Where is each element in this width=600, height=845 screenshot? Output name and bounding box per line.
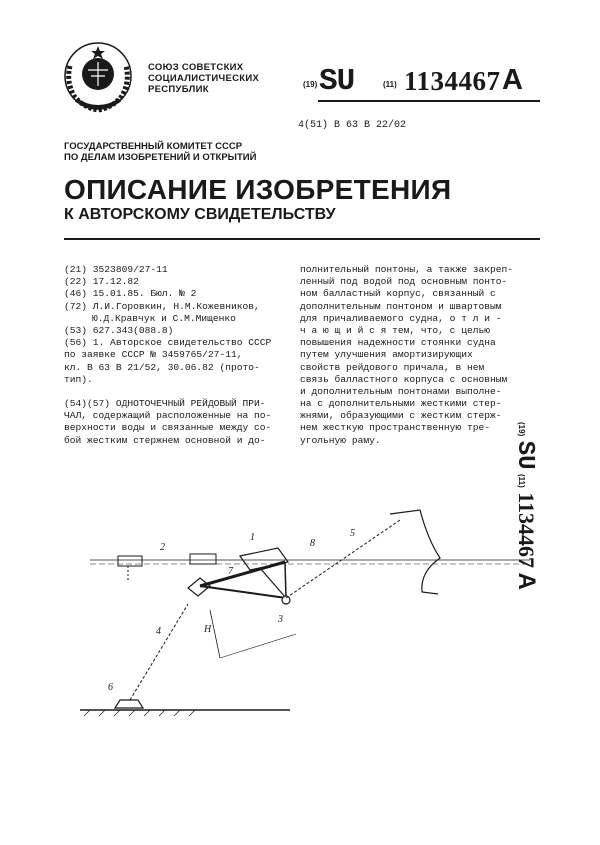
biblio-line	[64, 386, 294, 398]
claim-line: дополнительным понтоном и швартовым	[300, 300, 502, 312]
claim-line: путем улучшения амортизирующих	[300, 349, 473, 361]
biblio-line: (22) 17.12.82	[64, 276, 139, 288]
label-8: 8	[310, 538, 315, 549]
union-line-1: СОЮЗ СОВЕТСКИХ	[148, 62, 244, 73]
side-country-code: SU	[511, 440, 538, 470]
committee-line-2: ПО ДЕЛАМ ИЗОБРЕТЕНИЙ И ОТКРЫТИЙ	[64, 152, 257, 163]
claim-line: свойств рейдового причала, в нем	[300, 361, 485, 373]
anchor-chain	[130, 604, 188, 700]
anchor	[115, 700, 143, 708]
claim-line: ленный под водой под основным понто-	[300, 276, 508, 288]
document-kind: A	[502, 64, 523, 96]
document-number: 1134467	[404, 66, 501, 96]
joint-3	[282, 596, 290, 604]
side-document-number	[511, 422, 562, 682]
technical-drawing	[60, 500, 540, 740]
label-7: 7	[228, 566, 233, 577]
number-underline	[318, 100, 540, 102]
claim-line: и дополнительным понтонами выполне-	[300, 385, 502, 397]
claim-line: бой жестким стержнем основной и до-	[64, 434, 266, 446]
biblio-line: (72) Л.И.Горовкин, Н.М.Кожевников,	[64, 300, 260, 312]
right-column	[300, 264, 550, 447]
claim-line: верхности воды и связанные между со-	[64, 422, 272, 434]
side-country-code-tag: (19)	[517, 422, 526, 437]
claim-line: жнями, образующими с жестким стерж-	[300, 410, 502, 422]
state-emblem	[58, 36, 138, 116]
ipc-classification: 4(51) B 63 B 22/02	[298, 120, 407, 131]
claim-line: ч а ю щ и й с я тем, что, с целью	[300, 324, 490, 336]
left-column	[64, 264, 294, 447]
rod-8	[285, 562, 286, 598]
claim-line: ЧАЛ, содержащий расположенные на по-	[64, 410, 272, 422]
label-5: 5	[350, 528, 355, 539]
side-number: 1134467	[514, 492, 539, 568]
label-6: 6	[108, 682, 113, 693]
document-subtitle: К АВТОРСКОМУ СВИДЕТЕЛЬСТВУ	[64, 206, 336, 223]
side-number-tag: (11)	[517, 473, 526, 488]
label-h: H	[204, 624, 212, 635]
ship-bow	[390, 510, 440, 594]
biblio-line: (56) 1. Авторское свидетельство СССР	[64, 337, 272, 349]
additional-pontoon	[118, 556, 142, 566]
claim-line: полнительный понтоны, а также закреп-	[300, 264, 514, 275]
biblio-line: (21) 3523809/27-11	[64, 264, 168, 275]
label-4: 4	[156, 626, 161, 637]
union-line-3: РЕСПУБЛИК	[148, 84, 209, 95]
biblio-line: по заявке СССР № 3459765/27-11,	[64, 349, 243, 361]
title-rule	[64, 238, 540, 240]
claim-line: для причаливаемого судна, о т л и -	[300, 312, 502, 324]
biblio-line: Ю.Д.Кравчук и С.М.Мищенко	[92, 312, 236, 324]
country-code: SU	[319, 64, 355, 99]
rod-7	[200, 586, 286, 598]
claim-line: (54)(57) ОДНОТОЧЕЧНЫЙ РЕЙДОВЫЙ ПРИ-	[64, 398, 266, 410]
claim-line: ном балластный корпус, связанный с	[300, 288, 496, 300]
union-line-2: СОЦИАЛИСТИЧЕСКИХ	[148, 73, 260, 84]
claim-line: связь балластного корпуса с основным	[300, 373, 508, 385]
claim-line: нем жесткую пространственную тре-	[300, 422, 490, 434]
claim-line: повышения надежности стоянки судна	[300, 337, 496, 349]
biblio-line: (46) 15.01.85. Бюл. № 2	[64, 288, 197, 300]
claim-line: угольную раму.	[300, 434, 381, 446]
biblio-line: (53) 627.343(088.8)	[64, 324, 174, 336]
document-title: ОПИСАНИЕ ИЗОБРЕТЕНИЯ	[64, 174, 452, 205]
dimension-h	[210, 610, 220, 658]
seabed-hatch	[84, 710, 195, 716]
label-1: 1	[250, 532, 255, 543]
biblio-line: кл. В 63 В 21/52, 30.06.82 (прото-	[64, 361, 260, 373]
side-kind: A	[513, 572, 540, 590]
claim-line: на с дополнительными жесткими стер-	[300, 398, 502, 410]
pontoon-2	[190, 554, 216, 564]
mooring-hawser	[286, 520, 400, 598]
number-tag: (11)	[383, 80, 397, 89]
rod-b	[260, 568, 286, 598]
label-2: 2	[160, 542, 165, 553]
biblio-line: тип).	[64, 373, 93, 385]
label-3: 3	[278, 614, 283, 625]
country-code-tag: (19)	[303, 80, 318, 89]
committee-line-1: ГОСУДАРСТВЕННЫЙ КОМИТЕТ СССР	[64, 141, 243, 152]
